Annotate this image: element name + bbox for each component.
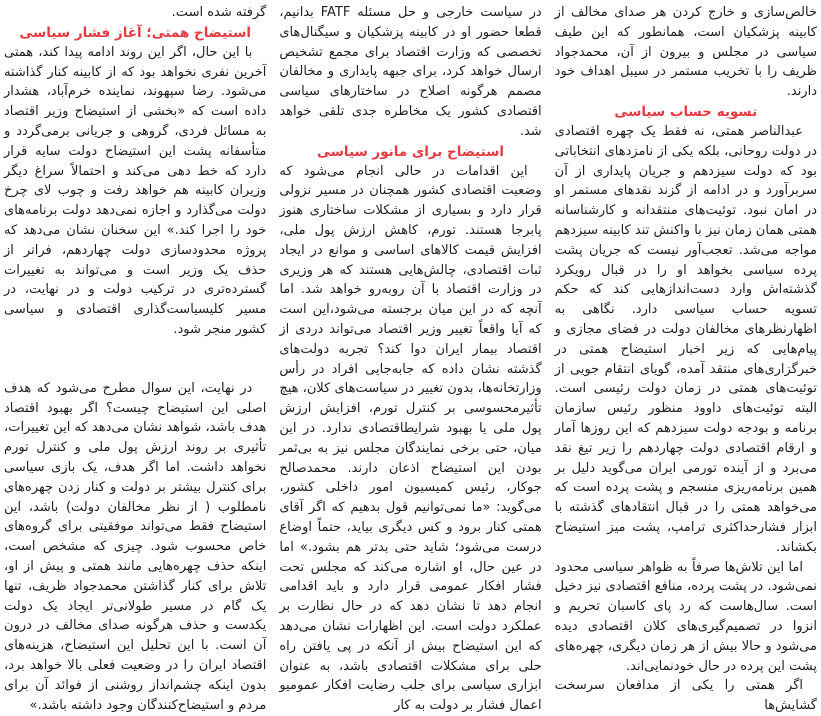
paragraph-continuation: گرفته شده است. bbox=[171, 5, 267, 20]
paragraph: در نهایت، این سوال مطرح می‌شود که هدف اصلی این استیضاح چیست؟ اگر بهبود اقتصاد هدف باشد، شواهد نشان می‌دهد که این تغییرات، تأثیری بر روند ارزش پول ملی و کنترل تورم نخواهد داشت. اما اگر هدف، یک بازی سیاسی برای کنترل بیشتر بر دولت و کنار زدن چهره‌های نامطلوب ( از نظر مخالفان دولت) باشد، این استیضاح فقط می‌تواند موفقیتی برای گروه‌های خاص محسوب شود. چیزی که مشخص است، اینکه حذف چهره‌هایی مانند همتی و پیش از او، تلاش برای کنار گذاشتن محمدجواد ظریف، تنها یک گام در مسیر طولانی‌تر ایجاد یک دولت یکدست و حذف هرگونه صدای مخالف در درون آن است. با این تحلیل این استیضاح، هزینه‌های اقتصاد ایران را در وضعیت فعلی بالا خواهد برد، بدون اینکه چشم‌انداز روشنی از فوائد آن برای مردم و استیضاح‌کنندگان وجود داشته باشد.» bbox=[4, 380, 267, 713]
section-heading: استیضاح همتی؛ آغاز فشار سیاسی bbox=[19, 24, 252, 41]
paragraph-continuation: در سیاست خارجی و حل مسئله FATF بدانیم، قطعا حضور او در کابینه پزشکیان و سیگنال‌های تخصصی که وزارت اقتصاد برای مجمع تشخیص ارسال خواهد کرد، برای جبهه پایداری و مخالفان مصمم هرگونه اصلاح در ساختارهای سیاسی اقتصادی کشور یک مخاطره جدی تلقی خواهد شد. bbox=[279, 5, 542, 139]
paragraph: عبدالناصر همتی، نه فقط یک چهره اقتصادی در دولت روحانی، بلکه یکی از نامزدهای انتخاباتی بود که دولت سیزدهم و جریان پایداری از آن سربرآورد و در ادامه از گزند نقدهای مستمر او در امان نبود. توئیت‌های منتقدانه و کارشناسانه همتی همان زمان نیز با واکنش تند کابینه سیزدهم مواجه می‌شد. تعجب‌آور نیست که جریان پشت پرده سیاسی بخواهد او را در قبال رویکرد گذشته‌اش وارد دست‌اندازهایی کند که حکم تسویه حساب سیاسی دارد. نگاهی به اظهارنظرهای مخالفان دولت در فضای مجازی و پیام‌هایی که زیر اخبار استیضاح همتی در خبرگزاری‌های منتقد آمده، گویای انتقام جویی از توئیت‌های همتی در زمان دولت رئیسی است. البته توئیت‌های داوود منظور رئیس سازمان برنامه و بودجه دولت سیزدهم که این روزها آمار و ارقام اقتصادی دولت چهاردهم را زیر تیغ نقد می‌برد و از آینده تورمی ایران می‌گوید دلیل بر همین برنامه‌ریزی منسجم و پشت پرده است که می‌خواهد همتی را در قبال انتقادهای گذشته با ابزار فشارحداکثری ترامپ، پشت میز استیضاح بکشاند. bbox=[554, 123, 817, 555]
article-column-left bbox=[4, 3, 267, 713]
paragraph: اما این تلاش‌ها صرفاً به ظواهر سیاسی محدود نمی‌شود. در پشت پرده، منافع اقتصادی نیز دخیل است. سال‌هاست که رد پای کاسبان تحریم و انزوا در تصمیم‌گیری‌های کلان اقتصادی دیده می‌شود و حالا بیش از هر زمان دیگری، چهره‌های پشت این پرده در حال خودنمایی‌اند. bbox=[554, 559, 817, 674]
paragraph-continuation: خالص‌سازی و خارج کردن هر صدای مخالف از کابینه پزشکیان است، همانطور که این طیف سیاسی در مجلس و بیرون از آن، محمدجواد ظریف را با تخریب مستمر در سیبل اهداف خود دارند. bbox=[554, 5, 817, 100]
article-column-right bbox=[554, 3, 817, 714]
paragraph: این اقدامات در حالی انجام می‌شود که وضعیت اقتصادی کشور همچنان در مسیر نزولی قرار دارد و بسیاری از مشکلات ساختاری هنوز پابرجا هستند. تورم، کاهش ارزش پول ملی، افزایش قیمت کالاهای اساسی و موانع در ایجاد ثبات اقتصادی، چالش‌هایی هستند که هر وزیری در وزارت اقتصاد با آن روبه‌رو خواهد شد. اما آنچه که در این میان برجسته می‌شود،این است که آیا واقعاً تغییر وزیر اقتصاد می‌تواند دردی از اقتصاد بیمار ایران دوا کند؟ تجربه دولت‌های گذشته نشان داده که جابه‌جایی افراد در رأس وزارتخانه‌ها، بدون تغییر در سیاست‌های کلان، هیچ تأثیرمحسوسی بر کنترل تورم، افزایش ارزش پول ملی یا بهبود شرایطاقتصادی ندارد. در این میان، حتی برخی نمایندگان مجلس نیز به بی‌ثمر بودن این استیضاح اذعان دارند. محمدصالح جوکار، رئیس کمیسیون امور داخلی کشور، می‌گوید: «ما نمی‌توانیم قول بدهیم که اگر آقای همتی کنار برود و کس دیگری بیاید، حتماً اوضاع درست می‌شود؛ شاید حتی بدتر هم بشود.» اما در عین حال، او اشاره می‌کند که مجلس تحت فشار افکار عمومی قرار دارد و باید اقدامی انجام دهد تا نشان دهد که در حال نظارت بر عملکرد دولت است. این اظهارات نشان می‌دهد که این استیضاح بیش از آنکه در پی یافتن راه حلی برای مشکلات اقتصادی باشد، به عنوان ابزاری سیاسی برای جلب رضایت افکار عمومیو اعمال فشار بر دولت به کار bbox=[279, 163, 542, 714]
article-column-middle bbox=[279, 3, 542, 714]
section-heading: استیضاح برای مانور سیاسی bbox=[316, 143, 505, 160]
paragraph: با این حال، اگر این روند ادامه پیدا کند، همتی آخرین نفری نخواهد بود که از کابینه کنار گذاشته می‌شود. رضا سپهوند، نماینده خرم‌آباد، هشدار داده است که «بخشی از استیضاح وزیر اقتصاد به مسائل فردی، گروهی و جریانی برمی‌گردد و متأسفانه پشت این استیضاح دولت سایه قرار دارد که خط دهی می‌کند و احتمالاً سراغ دیگر وزیران کابینه هم خواهد رفت و چوب لای چرخ دولت می‌گذارد و اجازه نمی‌دهد دولت برنامه‌های خود را اجرا کند.» این سخنان نشان می‌دهد که پروژه محدودسازی دولت چهاردهم، فراتر از حذف یک وزیر است و می‌تواند به تغییرات گسترده‌تری در ترکیب دولت و در نهایت، در مسیر کلیسیاست‌گذاری اقتصادی و سیاسی کشور منجر شود. bbox=[4, 44, 267, 337]
paragraph: اگر همتی را یکی از مدافعان سرسخت گشایش‌ها bbox=[554, 678, 817, 714]
section-heading: تسویه حساب سیاسی bbox=[614, 103, 758, 120]
